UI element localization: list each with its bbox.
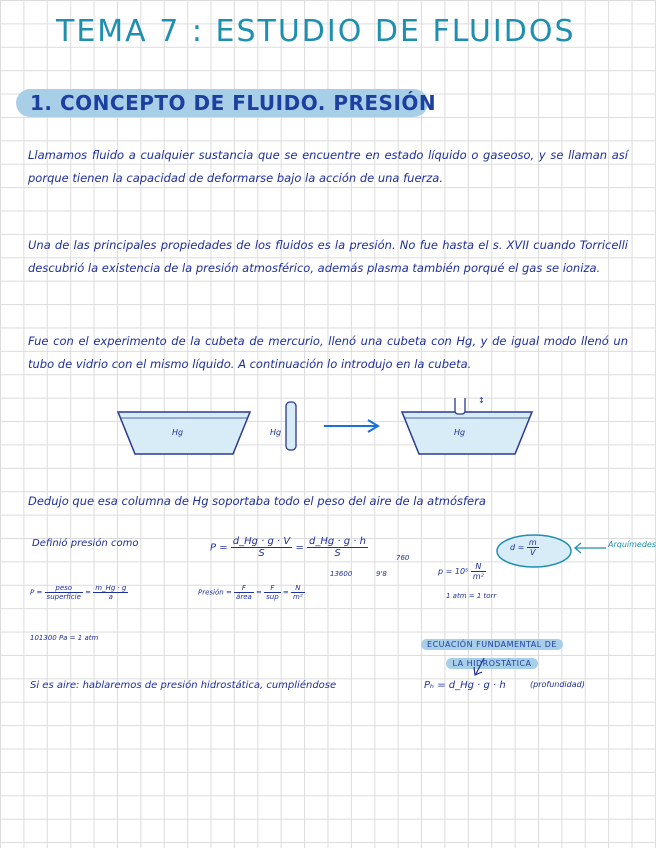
right-tank-label: Hg [454,428,466,437]
pressure-formula: P = $\frac{d\_Hg \cdot g \cdot V}{S}$ = $\frac{d\_Hg \cdot g \cdot h}{S}$ [210,536,367,559]
mercury-experiment-diagram [0,398,656,468]
atm-torr: 1 atm = 1 torr [446,592,497,600]
pa-atm-equivalence: 101300 Pa = 1 atm [30,634,99,642]
section-heading: 1. CONCEPTO DE FLUIDO. PRESIÓN [16,89,428,117]
tube-label: Hg [270,428,282,437]
arquimedes-arrow [572,542,608,554]
up-arrow-mark: ↕ [478,396,485,405]
hydrostatic-pressure-line: Si es aire: hablaremos de presión hidrostática, cumpliéndose [30,680,337,691]
paragraph-fluid-definition: Llamamos fluido a cualquier sustancia que se encuentre en estado líquido o gaseoso, y se llaman así porque tienen la capacidad de deformarse bajo la acción de una fuerza. [28,148,628,186]
equation-pointer-arrow [470,656,490,678]
value-13600: 13600 [330,570,353,578]
value-760: 760 [396,554,410,562]
value-9-8: 9'8 [376,570,387,578]
paragraph-pressure-history: Una de las principales propiedades de los fluidos es la presión. No fue hasta el s. XVII cuando Torricelli descubrió la existencia de la presión atmosférico, además plasma también porqué el gas se ioniza. [28,238,628,276]
p-10-5: p = 10⁵ $\frac{N}{\text{m²}}$ [438,562,484,581]
arquimedes-label: Arquímedes [608,540,656,549]
pressure-weight-formula: P = $\frac{\text{peso}}{\text{superficie}}$ = $\frac{m\_Hg \cdot g}{a}$ [30,584,127,601]
paragraph-mercury-experiment: Fue con el experimento de la cubeta de mercurio, llenó una cubeta con Hg, y de igual modo llenó un tubo de vidrio con el mismo líquido. A continuación lo introdujo en la cubeta. [28,334,628,372]
page-title: TEMA 7 : ESTUDIO DE FLUIDOS [56,14,576,49]
profundidad-note: (profundidad) [530,680,585,689]
density-formula: d = $\frac{m}{V}$ [510,538,537,557]
pressure-force-formula: Presión = $\frac{F}{\text{área}}$ = $\frac{F}{\text{sup}}$ = $\frac{N}{\text{m²}}$ [198,584,303,601]
paragraph-deduction: Dedujo que esa columna de Hg soportaba todo el peso del aire de la atmósfera [28,494,486,508]
definio-label: Definió presión como [32,538,139,549]
left-tank-label: Hg [172,428,184,437]
inserted-tube [455,398,465,414]
ph-formula: Pₕ = d_Hg · g · h [424,680,506,691]
hydrostatic-equation-heading: ECUACIÓN FUNDAMENTAL DE LA HIDROSTÁTICA [410,632,574,670]
mercury-tube [286,402,296,450]
